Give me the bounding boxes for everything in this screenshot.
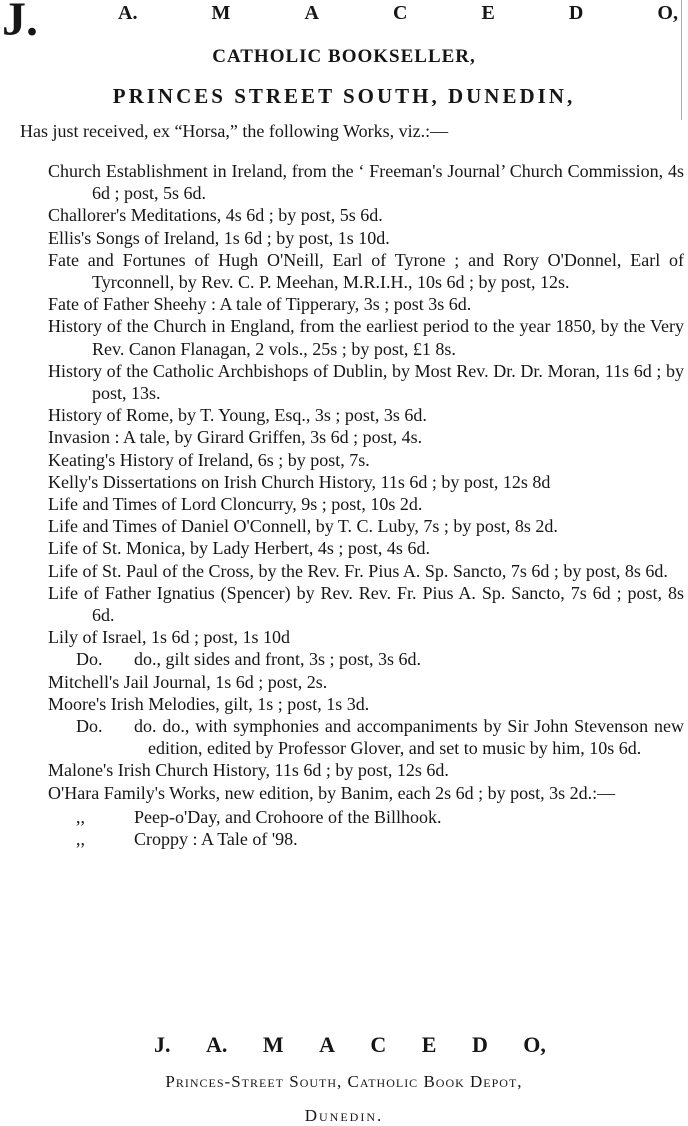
footer-city: Dunedin. — [304, 1106, 384, 1125]
book-entry: Life and Times of Lord Cloncurry, 9s ; post, 10s 2d. — [48, 494, 423, 515]
name-letter: J. — [154, 1032, 171, 1057]
ditto-mark: Do. — [76, 716, 103, 737]
name-letter: A. — [118, 2, 138, 24]
sub-entry — [48, 806, 684, 828]
business-address: PRINCES STREET SOUTH, DUNEDIN, — [112, 84, 576, 108]
name-letter: E — [481, 2, 495, 24]
book-entry: Mitchell's Jail Journal, 1s 6d ; post, 2s. — [48, 671, 328, 692]
sub-entry-text: Peep-o'Day, and Crohoore of the Billhook. — [134, 806, 442, 827]
book-entry: Lily of Israel, 1s 6d ; post, 1s 10d — [48, 627, 290, 648]
name-letter: M — [262, 1032, 284, 1057]
footer-address: Princes-Street South, Catholic Book Depot, — [165, 1072, 523, 1091]
book-entry: Malone's Irish Church History, 11s 6d ; by post, 12s 6d. — [48, 760, 449, 781]
intro-text: Has just received, ex “Horsa,” the following Works, viz.:— — [20, 121, 449, 141]
name-letter: A — [304, 2, 319, 24]
book-entry: History of the Catholic Archbishops of Dublin, by Most Rev. Dr. Dr. Moran, 11s 6d ; by post, 13s. — [48, 360, 684, 404]
name-letter: A — [319, 1032, 335, 1057]
ditto-entry — [48, 715, 684, 759]
name-letter: D — [568, 2, 584, 24]
book-entry: Challorer's Meditations, 4s 6d ; by post, 5s 6d. — [48, 205, 383, 226]
ditto-text: do., gilt sides and front, 3s ; post, 3s 6d. — [134, 649, 421, 670]
name-letter: M — [211, 2, 231, 24]
name-letter: A. — [205, 1032, 228, 1057]
book-entry: History of the Church in England, from the earliest period to the year 1850, by the Very Rev. Canon Flanagan, 2 vols., 25s ; by post, £1 8s. — [48, 316, 684, 359]
name-letter: C — [392, 2, 408, 24]
name-letter: O, — [523, 1032, 546, 1057]
ditto-mark: ,, — [76, 806, 85, 827]
book-entry: Fate of Father Sheehy : A tale of Tipperary, 3s ; post 3s 6d. — [48, 294, 472, 315]
book-entry: Life of Father Ignatius (Spencer) by Rev. Rev. Fr. Pius A. Sp. Sancto, 7s 6d ; post, 8s 6d. — [48, 582, 684, 626]
book-entry: Kelly's Dissertations on Irish Church History, 11s 6d ; by post, 12s 8d — [48, 471, 551, 492]
ditto-text: do. do., with symphonies and accompaniments by Sir John Stevenson new edition, edited by Professor Glover, and set to music by him, 10s 6d. — [134, 716, 684, 759]
name-letter: C — [370, 1032, 387, 1057]
name-letter: E — [421, 1032, 437, 1057]
book-entry: Life and Times of Daniel O'Connell, by T. C. Luby, 7s ; by post, 8s 2d. — [48, 516, 558, 537]
book-entry: Ellis's Songs of Ireland, 1s 6d ; by post, 1s 10d. — [48, 227, 390, 248]
book-entry: Life of St. Monica, by Lady Herbert, 4s ; post, 4s 6d. — [48, 538, 430, 559]
ditto-mark: ,, — [76, 829, 85, 850]
book-entry: O'Hara Family's Works, new edition, by Banim, each 2s 6d ; by post, 3s 2d.:— — [48, 782, 616, 803]
book-entry: History of Rome, by T. Young, Esq., 3s ; post, 3s 6d. — [48, 405, 427, 426]
sub-entry-text: Croppy : A Tale of '98. — [134, 829, 298, 850]
initial-letter: J. — [2, 0, 38, 46]
book-entry: Church Establishment in Ireland, from the ‘ Freeman's Journal’ Church Commission, 4s 6d ; post, 5s 6d. — [48, 161, 684, 204]
name-letter: O, — [657, 2, 678, 24]
name-letter: D — [471, 1032, 488, 1057]
sub-entry — [48, 828, 684, 850]
book-entry: Keating's History of Ireland, 6s ; by post, 7s. — [48, 449, 370, 470]
book-entry: Fate and Fortunes of Hugh O'Neill, Earl of Tyrone ; and Rory O'Donnel, Earl of Tyrconnell, by Rev. C. P. Meehan, M.R.I.H., 10s 6d ; by post, 12s. — [48, 249, 684, 293]
ditto-mark: Do. — [76, 649, 103, 670]
book-entry: Life of St. Paul of the Cross, by the Rev. Fr. Pius A. Sp. Sancto, 7s 6d ; by post, 8s 6d. — [48, 560, 668, 581]
book-entry: Moore's Irish Melodies, gilt, 1s ; post, 1s 3d. — [48, 693, 370, 714]
bookseller-name-footer — [154, 1032, 546, 1058]
bookseller-name-header — [118, 2, 678, 25]
ditto-entry — [48, 648, 684, 670]
book-list — [48, 160, 684, 850]
book-entry: Invasion : A tale, by Girard Griffen, 3s 6d ; post, 4s. — [48, 427, 423, 448]
business-title: CATHOLIC BOOKSELLER, — [212, 46, 476, 67]
